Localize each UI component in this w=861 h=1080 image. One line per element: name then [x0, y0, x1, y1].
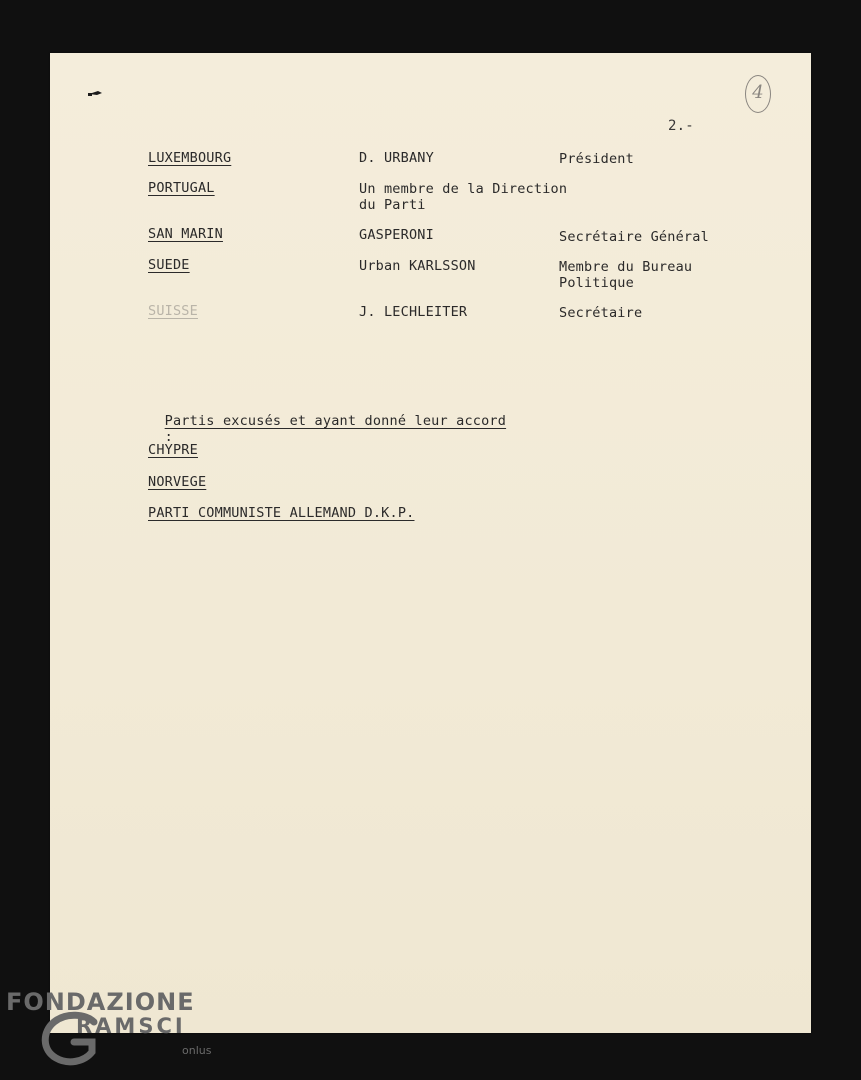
- country-suisse: SUISSE: [148, 303, 198, 319]
- role-suisse: Secrétaire: [559, 305, 643, 321]
- role-suede: Membre du Bureau Politique: [559, 259, 693, 291]
- name-suisse: J. LECHLEITER: [359, 304, 468, 320]
- country-san-marin: SAN MARIN: [148, 226, 223, 242]
- name-portugal: Un membre de la Direction du Parti: [359, 181, 568, 213]
- country-suede: SUEDE: [148, 257, 190, 273]
- excused-heading: Partis excusés et ayant donné leur accord: [164, 413, 507, 429]
- name-san-marin: GASPERONI: [359, 227, 434, 243]
- name-luxembourg: D. URBANY: [359, 150, 434, 166]
- role-luxembourg: Président: [559, 151, 634, 167]
- country-luxembourg: LUXEMBOURG: [148, 150, 232, 166]
- excused-party-norvege: NORVEGE: [148, 474, 207, 490]
- watermark-line1: FONDAZIONE: [6, 988, 195, 1016]
- excused-colon: :: [164, 429, 173, 445]
- archive-number-mark: 4: [745, 75, 771, 113]
- excused-party-chypre: CHYPRE: [148, 442, 198, 458]
- page-number: 2.-: [668, 118, 694, 134]
- country-portugal: PORTUGAL: [148, 180, 215, 196]
- role-san-marin: Secrétaire Général: [559, 229, 709, 245]
- fondazione-gramsci-watermark: [6, 988, 226, 1068]
- excused-heading-line: [148, 397, 506, 445]
- punch-mark: [88, 90, 104, 98]
- excused-party-dkp: PARTI COMMUNISTE ALLEMAND D.K.P.: [148, 505, 415, 521]
- name-suede: Urban KARLSSON: [359, 258, 476, 274]
- watermark-line2: RAMSCI: [76, 1014, 186, 1038]
- watermark-line3: onlus: [182, 1044, 212, 1057]
